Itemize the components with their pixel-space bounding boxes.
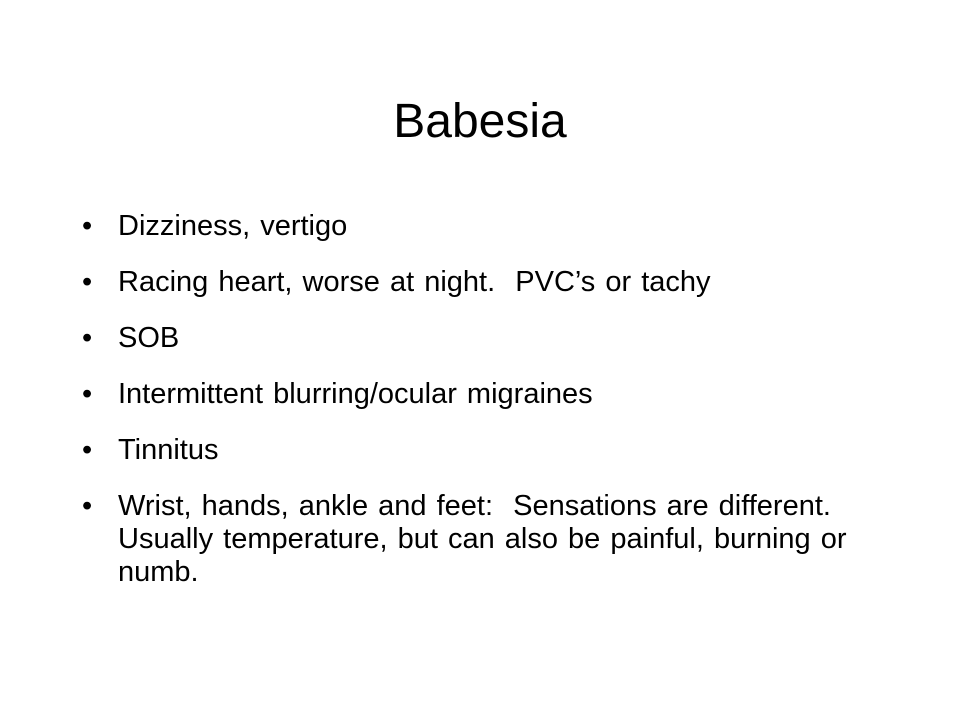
bullet-item-sensations	[82, 490, 882, 589]
bullet-text: Dizziness, vertigo	[118, 210, 348, 242]
bullet-dot-icon: •	[82, 490, 93, 522]
bullet-dot-icon: •	[82, 434, 93, 466]
bullet-text: SOB	[118, 322, 180, 354]
bullet-text: Tinnitus	[118, 434, 219, 466]
bullet-dot-icon: •	[82, 322, 93, 354]
bullet-text: Intermittent blurring/ocular migraines	[118, 378, 593, 410]
slide-title: Babesia	[393, 95, 567, 148]
bullet-item-blurring	[82, 378, 882, 411]
bullet-item-tinnitus	[82, 434, 882, 467]
bullet-item-dizziness	[82, 210, 882, 243]
bullet-list	[82, 210, 882, 612]
bullet-text: Wrist, hands, ankle and feet: Sensations are different. Usually temperature, but can also be painful, burning or numb.	[118, 490, 857, 588]
bullet-dot-icon: •	[82, 266, 93, 298]
bullet-dot-icon: •	[82, 210, 93, 242]
bullet-item-sob	[82, 322, 882, 355]
bullet-dot-icon: •	[82, 378, 93, 410]
bullet-item-racing-heart	[82, 266, 882, 299]
bullet-text: Racing heart, worse at night. PVC’s or tachy	[118, 266, 711, 298]
